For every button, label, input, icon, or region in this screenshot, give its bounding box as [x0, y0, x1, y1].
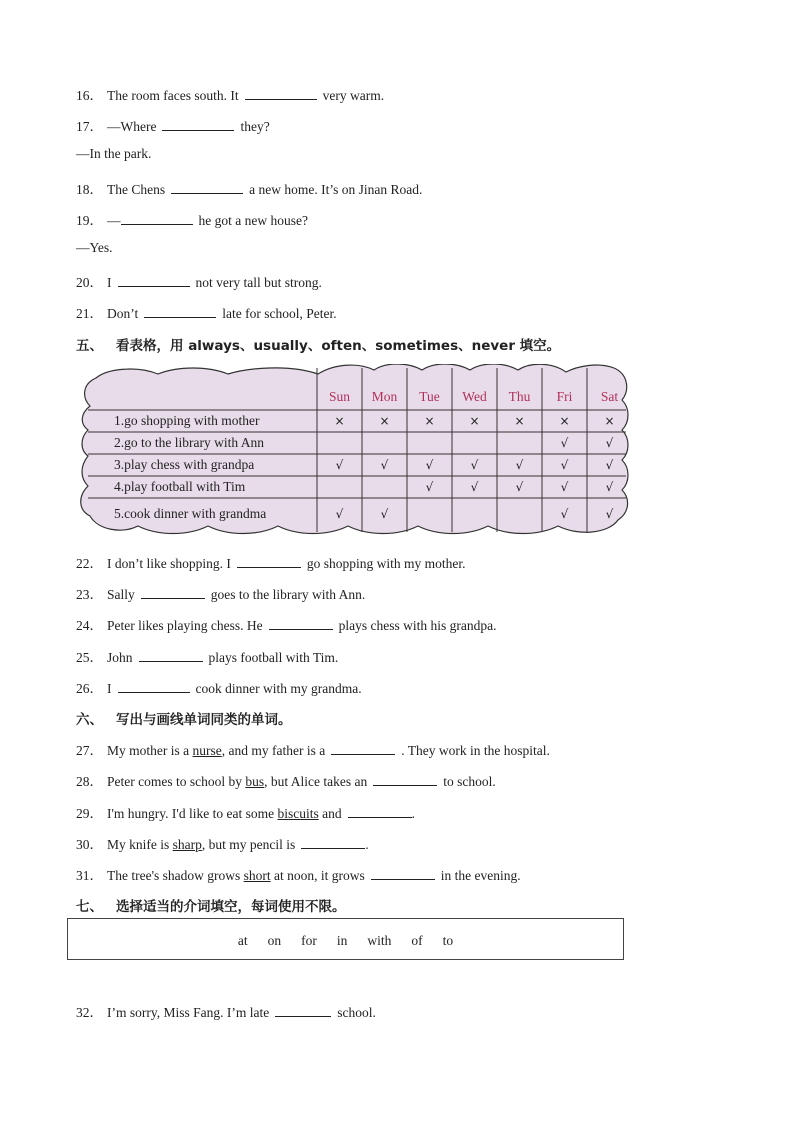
- question-27: 27． My mother is a nurse, and my father is a . They work in the hospital.: [76, 739, 550, 759]
- answer-blank[interactable]: [269, 617, 333, 630]
- check-mark: √: [605, 480, 614, 494]
- question-19-answer: —Yes.: [76, 240, 113, 255]
- question-number: 27．: [76, 743, 103, 758]
- day-header-thu: Thu: [508, 389, 531, 404]
- question-number: 24．: [76, 618, 103, 633]
- check-mark: √: [605, 507, 614, 521]
- answer-blank[interactable]: [331, 742, 395, 755]
- question-17-answer: —In the park.: [76, 146, 152, 161]
- underlined-word: sharp: [172, 837, 202, 852]
- cross-mark: ×: [514, 414, 525, 428]
- question-32: 32． I’m sorry, Miss Fang. I’m late school.: [76, 1001, 376, 1021]
- schedule-grid: [88, 366, 629, 534]
- answer-blank[interactable]: [348, 805, 412, 818]
- question-number: 32．: [76, 1005, 103, 1020]
- activity-label: 3.play chess with grandpa: [114, 457, 255, 472]
- preposition-word: at: [237, 933, 248, 948]
- preposition-list: [68, 933, 623, 949]
- section-5-heading: 五、 看表格，用 always、usually、often、sometimes、never 填空。: [76, 338, 561, 354]
- question-number: 17．: [76, 119, 103, 134]
- activity-label: 1.go shopping with mother: [114, 413, 260, 428]
- answer-blank[interactable]: [371, 867, 435, 880]
- check-mark: √: [515, 480, 524, 494]
- question-number: 22．: [76, 556, 103, 571]
- question-number: 23．: [76, 587, 103, 602]
- question-17: 17． —Where they?: [76, 115, 270, 135]
- question-21: 21． Don’t late for school, Peter.: [76, 302, 337, 322]
- answer-blank[interactable]: [373, 773, 437, 786]
- check-mark: √: [425, 458, 434, 472]
- question-28: 28． Peter comes to school by bus, but Alice takes an to school.: [76, 770, 496, 790]
- answer-blank[interactable]: [162, 118, 234, 131]
- question-25: 25． John plays football with Tim.: [76, 646, 338, 666]
- question-30: 30． My knife is sharp, but my pencil is .: [76, 833, 369, 853]
- question-number: 19．: [76, 213, 103, 228]
- preposition-word: with: [367, 933, 392, 948]
- check-mark: √: [605, 458, 614, 472]
- question-number: 30．: [76, 837, 103, 852]
- day-header-sun: Sun: [328, 389, 350, 404]
- question-number: 31．: [76, 868, 103, 883]
- section-7-heading: 七、 选择适当的介词填空，每词使用不限。: [76, 899, 346, 915]
- cross-mark: ×: [469, 414, 480, 428]
- activity-label: 5.cook dinner with grandma: [114, 506, 267, 521]
- check-mark: √: [560, 507, 569, 521]
- check-mark: √: [335, 507, 344, 521]
- answer-blank[interactable]: [141, 586, 205, 599]
- underlined-word: nurse: [192, 743, 222, 758]
- activity-label: 4.play football with Tim: [114, 479, 246, 494]
- question-20: 20． I not very tall but strong.: [76, 271, 322, 291]
- question-number: 25．: [76, 650, 103, 665]
- check-mark: √: [335, 458, 344, 472]
- preposition-word: in: [336, 933, 348, 948]
- answer-blank[interactable]: [118, 680, 190, 693]
- day-header-fri: Fri: [556, 389, 573, 404]
- answer-blank[interactable]: [118, 274, 190, 287]
- preposition-word: of: [411, 933, 423, 948]
- question-26: 26． I cook dinner with my grandma.: [76, 677, 362, 697]
- underlined-word: biscuits: [277, 806, 319, 821]
- question-number: 16．: [76, 88, 103, 103]
- check-mark: √: [425, 480, 434, 494]
- question-22: 22． I don’t like shopping. I go shopping with my mother.: [76, 552, 466, 572]
- check-mark: √: [560, 436, 569, 450]
- answer-blank[interactable]: [171, 181, 243, 194]
- cross-mark: ×: [334, 414, 345, 428]
- activity-label: 2.go to the library with Ann: [114, 435, 264, 450]
- section-6-heading: 六、 写出与画线单词同类的单词。: [76, 712, 292, 728]
- check-mark: √: [380, 507, 389, 521]
- check-mark: √: [605, 436, 614, 450]
- preposition-word: for: [301, 933, 317, 948]
- answer-blank[interactable]: [275, 1004, 331, 1017]
- preposition-word: to: [442, 933, 454, 948]
- question-number: 29．: [76, 806, 103, 821]
- question-29: 29． I'm hungry. I'd like to eat some biscuits and .: [76, 802, 415, 822]
- answer-blank[interactable]: [245, 87, 317, 100]
- check-mark: √: [560, 480, 569, 494]
- cross-mark: ×: [604, 414, 615, 428]
- question-31: 31． The tree's shadow grows short at noon, it grows in the evening.: [76, 864, 521, 884]
- question-number: 20．: [76, 275, 103, 290]
- question-18: 18． The Chens a new home. It’s on Jinan Road.: [76, 178, 422, 198]
- question-24: 24． Peter likes playing chess. He plays chess with his grandpa.: [76, 614, 496, 634]
- cross-mark: ×: [379, 414, 390, 428]
- question-19: 19． — he got a new house?: [76, 209, 308, 229]
- answer-blank[interactable]: [144, 305, 216, 318]
- check-mark: √: [380, 458, 389, 472]
- underlined-word: short: [243, 868, 271, 883]
- question-number: 21．: [76, 306, 103, 321]
- day-header-wed: Wed: [462, 389, 487, 404]
- day-header-mon: Mon: [371, 389, 398, 404]
- cross-mark: ×: [559, 414, 570, 428]
- cross-mark: ×: [424, 414, 435, 428]
- check-mark: √: [560, 458, 569, 472]
- preposition-word: on: [267, 933, 282, 948]
- question-number: 26．: [76, 681, 103, 696]
- schedule-table: [78, 364, 630, 536]
- answer-blank[interactable]: [139, 649, 203, 662]
- day-header-sat: Sat: [600, 389, 619, 404]
- check-mark: √: [470, 458, 479, 472]
- answer-blank[interactable]: [121, 212, 193, 225]
- answer-blank[interactable]: [301, 836, 365, 849]
- question-number: 18．: [76, 182, 103, 197]
- answer-blank[interactable]: [237, 555, 301, 568]
- check-mark: √: [470, 480, 479, 494]
- question-16: 16． The room faces south. It very warm.: [76, 84, 384, 104]
- preposition-word-box: [67, 918, 624, 960]
- question-number: 28．: [76, 774, 103, 789]
- question-23: 23． Sally goes to the library with Ann.: [76, 583, 365, 603]
- check-mark: √: [515, 458, 524, 472]
- underlined-word: bus: [245, 774, 265, 789]
- day-header-tue: Tue: [419, 389, 440, 404]
